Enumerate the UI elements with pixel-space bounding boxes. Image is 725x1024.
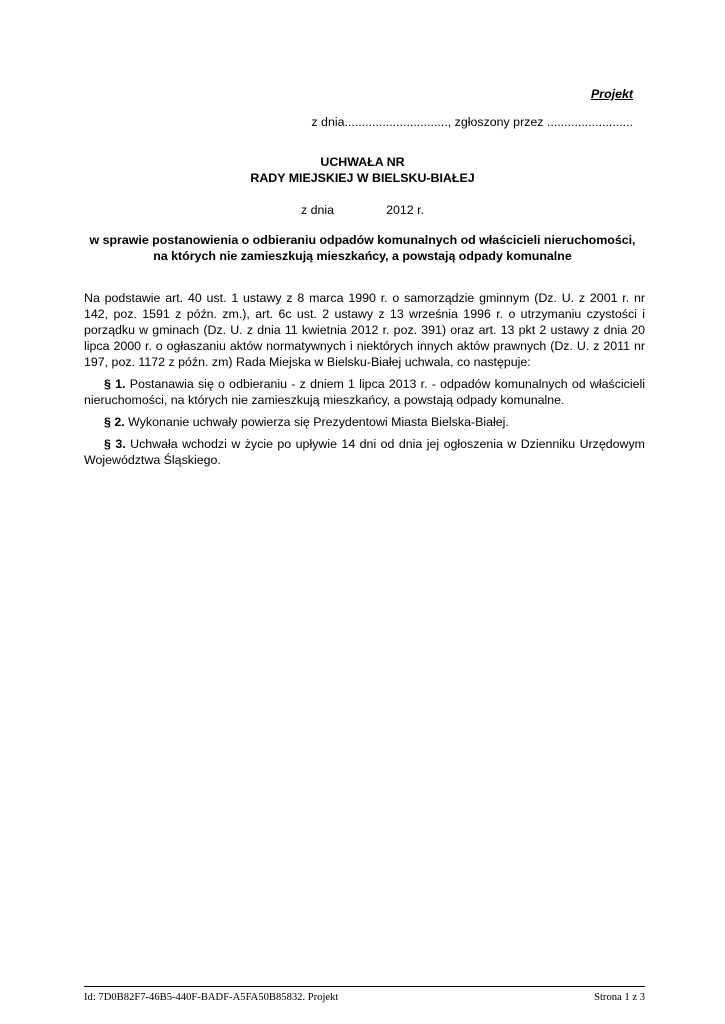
date-prefix: z dnia: [301, 203, 335, 217]
subject-line-1: w sprawie postanowienia o odbieraniu odpadów komunalnych od właścicieli nieruchomości,: [89, 233, 636, 247]
section-1: [84, 376, 645, 408]
resolution-date: [0, 202, 725, 218]
subject-line-2: na których nie zamieszkują mieszkańcy, a powstają odpady komunalne: [153, 249, 572, 263]
title-line-1: UCHWAŁA NR: [320, 155, 405, 169]
footer-divider: [84, 986, 645, 987]
section-3-label: § 3.: [104, 437, 126, 451]
section-3-text: Uchwała wchodzi w życie po upływie 14 dni od dnia jej ogłoszenia w Dzienniku Urzędowym Województwa Śląskiego.: [84, 437, 645, 467]
date-year: 2012 r.: [386, 203, 424, 217]
resolution-body: [84, 290, 645, 474]
title-line-2: RADY MIEJSKIEJ W BIELSKU-BIAŁEJ: [250, 171, 475, 185]
resolution-title: [0, 154, 725, 186]
preamble: Na podstawie art. 40 ust. 1 ustawy z 8 marca 1990 r. o samorządzie gminnym (Dz. U. z 2001 r. nr 142, poz. 1591 z późn. zm.), art. 6c ust. 2 ustawy z 13 września 1996 r. o utrzymaniu czystości i porządku w gminach (Dz. U. z dnia 11 kwietnia 2012 r. poz. 391) oraz art. 13 pkt 2 ustawy z dnia 20 lipca 2000 r. o ogłaszaniu aktów normatywnych i niektórych innych aktów prawnych (Dz. U. z 2011 nr 197, poz. 1172 z późn. zm) Rada Miejska w Bielsku-Białej uchwala, co następuje:: [84, 291, 645, 369]
section-1-text: Postanawia się o odbieraniu - z dniem 1 lipca 2013 r. - odpadów komunalnych od właścicieli nieruchomości, na których nie zamieszkują mieszkańcy, a powstają odpady komunalne.: [84, 377, 646, 407]
projekt-label: Projekt: [590, 87, 633, 101]
submitted-line: z dnia.............................., zgłoszony przez .........................: [311, 115, 633, 129]
page-number: Strona 1 z 3: [594, 992, 645, 1003]
section-1-label: § 1.: [104, 377, 126, 391]
section-3: [84, 436, 645, 468]
section-2-text: Wykonanie uchwały powierza się Prezydentowi Miasta Bielska-Białej.: [124, 415, 509, 429]
section-2-label: § 2.: [104, 415, 125, 429]
page-footer: [84, 990, 645, 1006]
resolution-subject: [84, 232, 641, 264]
section-2: [84, 414, 645, 430]
document-id: Id: 7D0B82F7-46B5-440F-BADF-A5FA50B85832. Projekt: [84, 992, 339, 1003]
